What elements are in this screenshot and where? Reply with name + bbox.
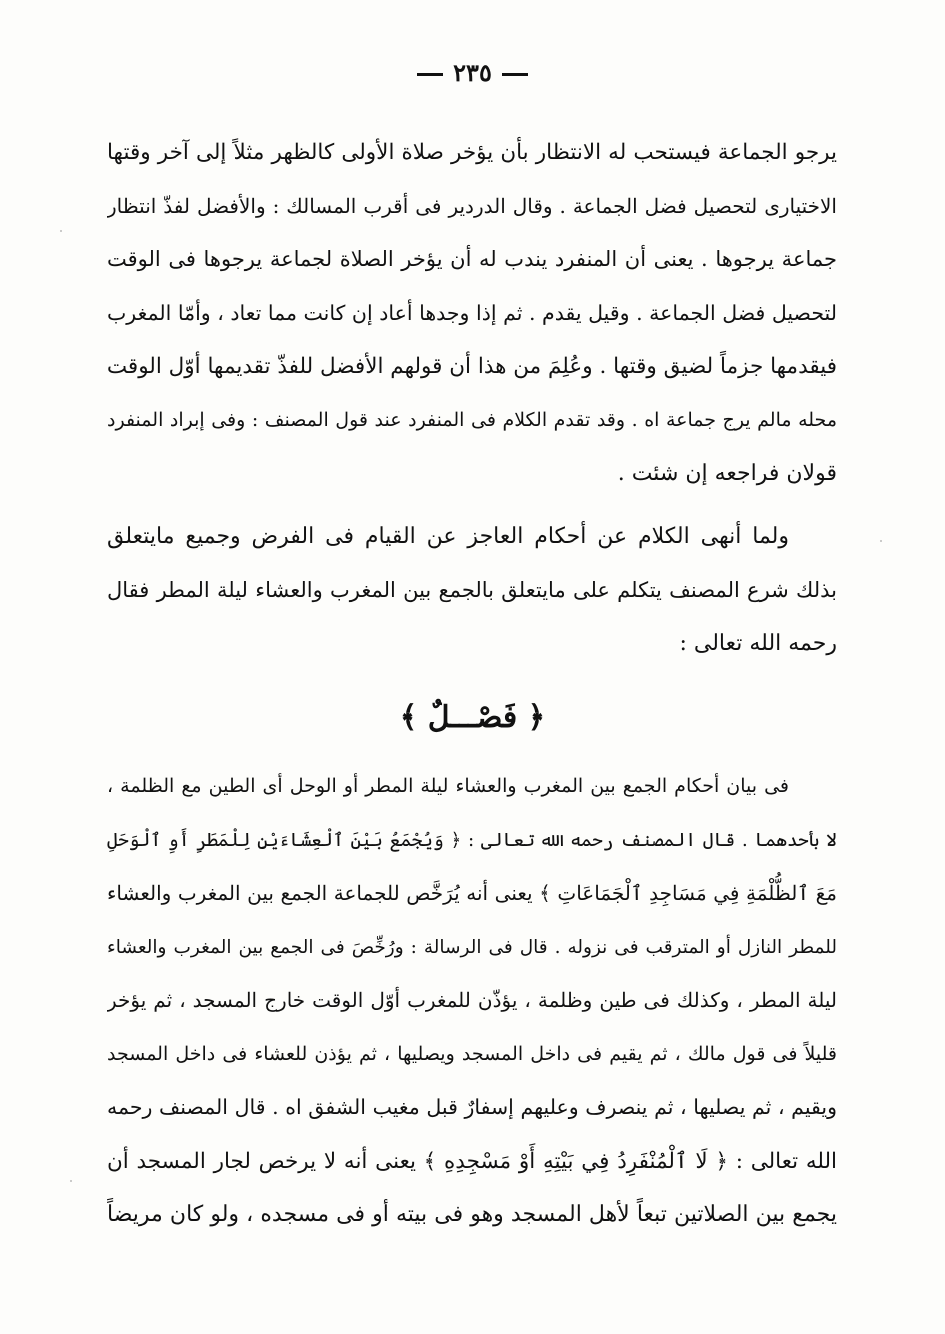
- page-number: [0, 58, 945, 87]
- text-line: للمطر النازل أو المترقب فى نزوله . قال فى الرسالة : ورُخِّصَ فى الجمع بين المغرب والعشاء: [107, 936, 837, 958]
- text-line: محله مالم يرج جماعة اه . وقد تقدم الكلام فى المنفرد عند قول المصنف : وفى إبراد المنفرد: [107, 408, 837, 431]
- text-line: جماعة يرجوها . يعنى أن المنفرد يندب له أن يؤخر الصلاة لجماعة يرجوها فى الوقت: [107, 247, 837, 271]
- section-heading: ﴿ فَصْـــلٌ ﴾: [399, 700, 546, 735]
- scan-speck: [70, 1180, 72, 1182]
- text-line: رحمه الله تعالى :: [679, 631, 837, 656]
- text-line: يجمع بين الصلاتين تبعاً لأهل المسجد وهو فى بيته أو فى مسجده ، ولو كان مريضاً: [107, 1202, 837, 1227]
- text-line: الاختيارى لتحصيل فضل الجماعة . وقال الدردير فى أقرب المسالك : والأفضل لفذّ انتظار: [107, 193, 837, 218]
- text-line: قولان فراجعه إن شئت .: [617, 461, 837, 486]
- text-line: قليلاً فى قول مالك ، ثم يقيم فى داخل المسجد ويصليها ، ثم يؤذن للعشاء فى داخل المسجد: [107, 1042, 837, 1065]
- text-line: لا بأحدهما . قال المصنف رحمه الله تعالى : ﴿ وَيُجْمَعُ بَيْنَ ٱلْعِشَاءَيْنِ لِلْمَطَرِ أَوِ ٱلْوَحَلِ: [107, 829, 837, 851]
- paragraph-1: [107, 126, 837, 501]
- paragraph-2: [107, 510, 837, 671]
- text-line: لتحصيل فضل الجماعة . وقيل يقدم . ثم إذا وجدها أعاد إن كانت مما تعاد ، وأمّا المغرب: [107, 300, 837, 325]
- text-line: ليلة المطر ، وكذلك فى طين وظلمة ، يؤذّن للمغرب أوّل الوقت خارج المسجد ، ثم يؤخر: [107, 988, 837, 1012]
- text-line: بذلك شرع المصنف يتكلم على مايتعلق بالجمع بين المغرب والعشاء ليلة المطر فقال: [107, 577, 837, 602]
- text-line: فى بيان أحكام الجمع بين المغرب والعشاء ليلة المطر أو الوحل أى الطين مع الظلمة ،: [107, 775, 789, 797]
- scan-speck: [880, 540, 882, 542]
- text-line: فيقدمها جزماً لضيق وقتها . وعُلِمَ من هذا أن قولهم الأفضل للفذّ تقديمها أوّل الوقت: [107, 354, 837, 379]
- paragraph-3: [107, 760, 837, 1242]
- page-number-text: ٢٣٥: [453, 58, 492, 87]
- page-number-dash-left: [417, 73, 443, 76]
- scan-speck: [60, 230, 62, 232]
- text-line: مَعَ ٱلظُّلْمَةِ فِي مَسَاجِدِ ٱلْجَمَاعَاتِ ﴾ يعنى أنه يُرَخَّص للجماعة الجمع بين المغرب والعشاء: [107, 881, 837, 905]
- text-line: الله تعالى : ﴿ لَا ٱلْمُنْفَرِدُ فِي بَيْتِهِ أَوْ مَسْجِدِهِ ﴾ يعنى أنه لا يرخص لجار المسجد أن: [107, 1148, 837, 1174]
- text-line: ويقيم ، ثم يصليها ، ثم ينصرف وعليهم إسفارٌ قبل مغيب الشفق اه . قال المصنف رحمه: [107, 1095, 837, 1119]
- text-line: ولما أنهى الكلام عن أحكام العاجز عن القيام فى الفرض وجميع مايتعلق: [107, 524, 789, 549]
- page-number-dash-right: [502, 73, 528, 76]
- text-line: يرجو الجماعة فيستحب له الانتظار بأن يؤخر صلاة الأولى كالظهر مثلاً إلى آخر وقتها: [107, 140, 837, 165]
